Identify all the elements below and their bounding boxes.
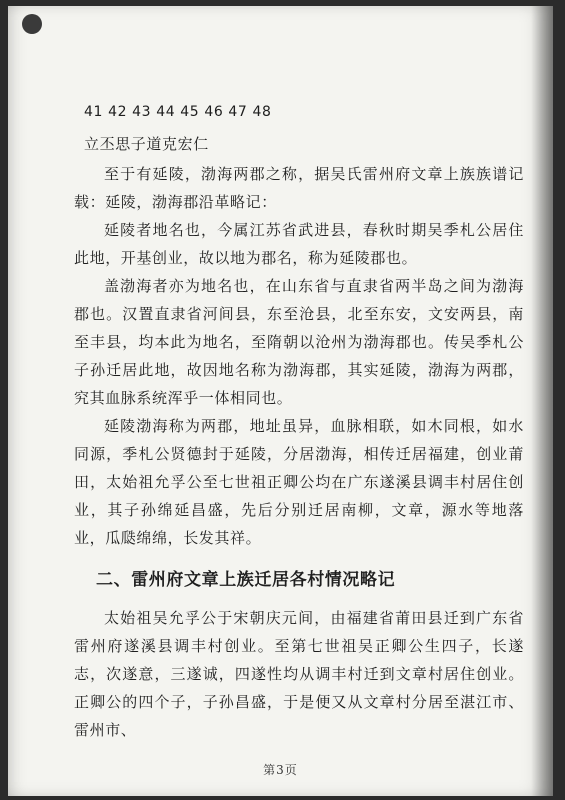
generation-numbers: 41 42 43 44 45 46 47 48 xyxy=(84,104,272,120)
paragraph: 太始祖吴允孚公于宋朝庆元间，由福建省莆田县迁到广东省雷州府遂溪县调丰村创业。至第七世祖吴正卿公生四子，长遂志，次遂意，三遂诚，四遂性均从调丰村迁到文章村居住创业。正卿公的四个子，子孙昌盛，于是便又从文章村分居至湛江市、雷州市、 xyxy=(74,609,524,739)
generation-names: 立丕思子道克宏仁 xyxy=(84,135,209,153)
page-number: 第3页 xyxy=(263,763,298,777)
page-content xyxy=(74,98,524,744)
paragraph: 盖渤海者亦为地名也，在山东省与直隶省两半岛之间为渤海郡也。汉置直隶省河间县，东至沧县，北至东安，文安两县，南至丰县，均本此为地名，至隋朝以沧州为渤海郡也。传吴季札公子孙迁居此地，故因地名称为渤海郡，其实延陵，渤海为两郡，究其血脉系统浑乎一体相同也。 xyxy=(74,277,524,407)
page-edge-shadow xyxy=(531,6,553,796)
binder-hole xyxy=(22,14,42,34)
paragraph: 至于有延陵，渤海两郡之称，据吴氏雷州府文章上族族谱记载：延陵，渤海郡沿革略记： xyxy=(74,165,524,211)
paragraph: 延陵者地名也，今属江苏省武进县，春秋时期吴季札公居住此地，开基创业，故以地为郡名，称为延陵郡也。 xyxy=(74,221,524,267)
paragraph: 延陵渤海称为两郡，地址虽异，血脉相联，如木同根，如水同源，季札公贤德封于延陵，分居渤海，相传迁居福建，创业莆田，太始祖允孚公至七世祖正卿公均在广东遂溪县调丰村居住创业，其子孙绵延昌盛，先后分别迁居南柳，文章，源水等地落业，瓜瓞绵绵，长发其祥。 xyxy=(74,417,524,547)
section-heading: 二、雷州府文章上族迁居各村情况略记 xyxy=(96,570,396,590)
document-page xyxy=(8,6,553,796)
